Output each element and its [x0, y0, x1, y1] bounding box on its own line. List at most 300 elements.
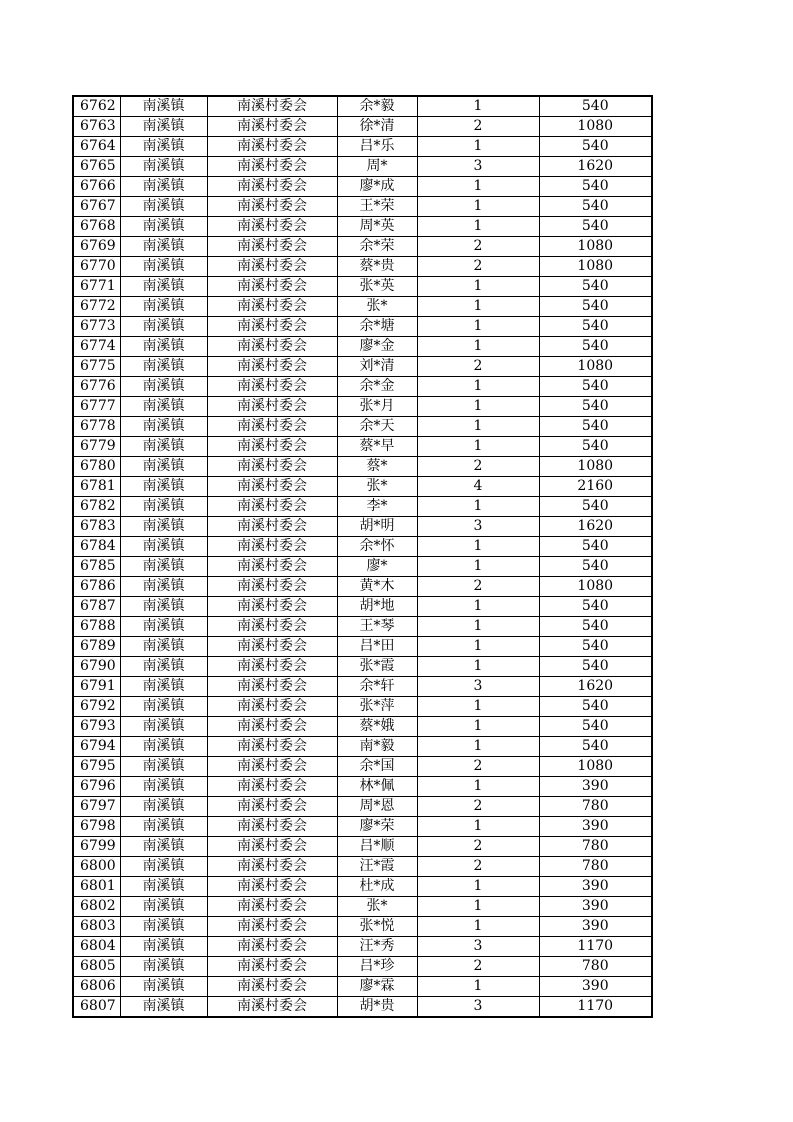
village-committee-cell: 南溪村委会 [207, 557, 337, 577]
household-count-cell: 1 [417, 217, 539, 237]
row-number-cell: 6763 [73, 117, 120, 137]
row-number-cell: 6795 [73, 757, 120, 777]
person-name-cell: 余*轩 [337, 677, 417, 697]
household-count-cell: 1 [417, 617, 539, 637]
row-number-cell: 6793 [73, 717, 120, 737]
table-row [73, 96, 652, 117]
person-name-cell: 蔡*娥 [337, 717, 417, 737]
table-row [73, 437, 652, 457]
town-name-cell: 南溪镇 [120, 117, 207, 137]
person-name-cell: 吕*顺 [337, 837, 417, 857]
village-committee-cell: 南溪村委会 [207, 657, 337, 677]
town-name-cell: 南溪镇 [120, 237, 207, 257]
row-number-cell: 6805 [73, 957, 120, 977]
amount-cell: 540 [539, 96, 652, 117]
amount-cell: 780 [539, 837, 652, 857]
household-count-cell: 2 [417, 257, 539, 277]
person-name-cell: 余*怀 [337, 537, 417, 557]
town-name-cell: 南溪镇 [120, 917, 207, 937]
town-name-cell: 南溪镇 [120, 697, 207, 717]
row-number-cell: 6807 [73, 997, 120, 1018]
village-committee-cell: 南溪村委会 [207, 377, 337, 397]
town-name-cell: 南溪镇 [120, 637, 207, 657]
table-row [73, 657, 652, 677]
person-name-cell: 余*荣 [337, 237, 417, 257]
town-name-cell: 南溪镇 [120, 217, 207, 237]
amount-cell: 390 [539, 977, 652, 997]
household-count-cell: 1 [417, 777, 539, 797]
amount-cell: 540 [539, 177, 652, 197]
household-count-cell: 1 [417, 717, 539, 737]
town-name-cell: 南溪镇 [120, 557, 207, 577]
household-count-cell: 2 [417, 457, 539, 477]
village-committee-cell: 南溪村委会 [207, 857, 337, 877]
row-number-cell: 6765 [73, 157, 120, 177]
table-row [73, 177, 652, 197]
town-name-cell: 南溪镇 [120, 417, 207, 437]
table-row [73, 317, 652, 337]
table-row [73, 337, 652, 357]
household-count-cell: 1 [417, 877, 539, 897]
household-count-cell: 2 [417, 957, 539, 977]
town-name-cell: 南溪镇 [120, 157, 207, 177]
town-name-cell: 南溪镇 [120, 797, 207, 817]
household-count-cell: 1 [417, 337, 539, 357]
village-committee-cell: 南溪村委会 [207, 837, 337, 857]
person-name-cell: 张*萍 [337, 697, 417, 717]
person-name-cell: 张*月 [337, 397, 417, 417]
row-number-cell: 6798 [73, 817, 120, 837]
table-row [73, 377, 652, 397]
village-committee-cell: 南溪村委会 [207, 117, 337, 137]
village-committee-cell: 南溪村委会 [207, 717, 337, 737]
town-name-cell: 南溪镇 [120, 677, 207, 697]
amount-cell: 780 [539, 957, 652, 977]
row-number-cell: 6786 [73, 577, 120, 597]
person-name-cell: 汪*秀 [337, 937, 417, 957]
row-number-cell: 6769 [73, 237, 120, 257]
amount-cell: 540 [539, 717, 652, 737]
household-count-cell: 1 [417, 597, 539, 617]
village-committee-cell: 南溪村委会 [207, 137, 337, 157]
row-number-cell: 6764 [73, 137, 120, 157]
village-committee-cell: 南溪村委会 [207, 477, 337, 497]
amount-cell: 540 [539, 297, 652, 317]
table-row [73, 817, 652, 837]
table-row [73, 417, 652, 437]
row-number-cell: 6774 [73, 337, 120, 357]
table-row [73, 457, 652, 477]
row-number-cell: 6777 [73, 397, 120, 417]
person-name-cell: 胡*地 [337, 597, 417, 617]
town-name-cell: 南溪镇 [120, 837, 207, 857]
village-committee-cell: 南溪村委会 [207, 797, 337, 817]
row-number-cell: 6783 [73, 517, 120, 537]
row-number-cell: 6787 [73, 597, 120, 617]
person-name-cell: 余*天 [337, 417, 417, 437]
town-name-cell: 南溪镇 [120, 137, 207, 157]
row-number-cell: 6790 [73, 657, 120, 677]
amount-cell: 1080 [539, 457, 652, 477]
town-name-cell: 南溪镇 [120, 96, 207, 117]
village-committee-cell: 南溪村委会 [207, 577, 337, 597]
household-count-cell: 3 [417, 937, 539, 957]
table-row [73, 757, 652, 777]
village-committee-cell: 南溪村委会 [207, 457, 337, 477]
row-number-cell: 6799 [73, 837, 120, 857]
row-number-cell: 6782 [73, 497, 120, 517]
amount-cell: 390 [539, 777, 652, 797]
household-count-cell: 1 [417, 537, 539, 557]
village-committee-cell: 南溪村委会 [207, 637, 337, 657]
row-number-cell: 6762 [73, 96, 120, 117]
row-number-cell: 6792 [73, 697, 120, 717]
household-count-cell: 1 [417, 277, 539, 297]
table-row [73, 137, 652, 157]
amount-cell: 540 [539, 557, 652, 577]
household-count-cell: 2 [417, 357, 539, 377]
village-committee-cell: 南溪村委会 [207, 937, 337, 957]
table-row [73, 277, 652, 297]
household-count-cell: 1 [417, 197, 539, 217]
household-count-cell: 2 [417, 757, 539, 777]
person-name-cell: 余*国 [337, 757, 417, 777]
row-number-cell: 6796 [73, 777, 120, 797]
town-name-cell: 南溪镇 [120, 537, 207, 557]
table-row [73, 237, 652, 257]
table-row [73, 217, 652, 237]
household-count-cell: 1 [417, 637, 539, 657]
row-number-cell: 6802 [73, 897, 120, 917]
town-name-cell: 南溪镇 [120, 377, 207, 397]
person-name-cell: 张* [337, 477, 417, 497]
row-number-cell: 6780 [73, 457, 120, 477]
table-row [73, 677, 652, 697]
village-committee-cell: 南溪村委会 [207, 897, 337, 917]
row-number-cell: 6806 [73, 977, 120, 997]
town-name-cell: 南溪镇 [120, 597, 207, 617]
town-name-cell: 南溪镇 [120, 437, 207, 457]
table-row [73, 117, 652, 137]
household-count-cell: 1 [417, 377, 539, 397]
amount-cell: 540 [539, 437, 652, 457]
village-committee-cell: 南溪村委会 [207, 737, 337, 757]
row-number-cell: 6789 [73, 637, 120, 657]
amount-cell: 540 [539, 137, 652, 157]
row-number-cell: 6804 [73, 937, 120, 957]
household-count-cell: 1 [417, 397, 539, 417]
household-count-cell: 1 [417, 917, 539, 937]
person-name-cell: 林*佩 [337, 777, 417, 797]
village-committee-cell: 南溪村委会 [207, 997, 337, 1018]
household-count-cell: 2 [417, 837, 539, 857]
table-row [73, 257, 652, 277]
household-count-cell: 2 [417, 577, 539, 597]
row-number-cell: 6767 [73, 197, 120, 217]
row-number-cell: 6788 [73, 617, 120, 637]
person-name-cell: 张* [337, 897, 417, 917]
town-name-cell: 南溪镇 [120, 817, 207, 837]
village-committee-cell: 南溪村委会 [207, 337, 337, 357]
person-name-cell: 张*悦 [337, 917, 417, 937]
person-name-cell: 吕*乐 [337, 137, 417, 157]
person-name-cell: 蔡*早 [337, 437, 417, 457]
household-count-cell: 1 [417, 297, 539, 317]
table-row [73, 617, 652, 637]
amount-cell: 540 [539, 217, 652, 237]
row-number-cell: 6785 [73, 557, 120, 577]
amount-cell: 540 [539, 617, 652, 637]
table-row [73, 357, 652, 377]
row-number-cell: 6794 [73, 737, 120, 757]
household-count-cell: 1 [417, 177, 539, 197]
town-name-cell: 南溪镇 [120, 337, 207, 357]
amount-cell: 780 [539, 857, 652, 877]
town-name-cell: 南溪镇 [120, 317, 207, 337]
village-committee-cell: 南溪村委会 [207, 677, 337, 697]
town-name-cell: 南溪镇 [120, 937, 207, 957]
row-number-cell: 6779 [73, 437, 120, 457]
town-name-cell: 南溪镇 [120, 277, 207, 297]
town-name-cell: 南溪镇 [120, 617, 207, 637]
amount-cell: 1620 [539, 677, 652, 697]
town-name-cell: 南溪镇 [120, 997, 207, 1018]
village-committee-cell: 南溪村委会 [207, 197, 337, 217]
row-number-cell: 6800 [73, 857, 120, 877]
row-number-cell: 6775 [73, 357, 120, 377]
village-committee-cell: 南溪村委会 [207, 757, 337, 777]
row-number-cell: 6772 [73, 297, 120, 317]
table-row [73, 577, 652, 597]
household-count-cell: 2 [417, 237, 539, 257]
town-name-cell: 南溪镇 [120, 757, 207, 777]
household-count-cell: 1 [417, 657, 539, 677]
person-name-cell: 吕*田 [337, 637, 417, 657]
person-name-cell: 蔡*贵 [337, 257, 417, 277]
person-name-cell: 周* [337, 157, 417, 177]
village-committee-cell: 南溪村委会 [207, 517, 337, 537]
household-count-cell: 1 [417, 817, 539, 837]
amount-cell: 390 [539, 817, 652, 837]
row-number-cell: 6776 [73, 377, 120, 397]
person-name-cell: 周*英 [337, 217, 417, 237]
table-row [73, 537, 652, 557]
household-count-cell: 1 [417, 96, 539, 117]
person-name-cell: 周*恩 [337, 797, 417, 817]
person-name-cell: 吕*珍 [337, 957, 417, 977]
table-row [73, 877, 652, 897]
amount-cell: 1170 [539, 997, 652, 1018]
person-name-cell: 黄*木 [337, 577, 417, 597]
household-count-cell: 1 [417, 977, 539, 997]
village-committee-cell: 南溪村委会 [207, 777, 337, 797]
village-committee-cell: 南溪村委会 [207, 297, 337, 317]
town-name-cell: 南溪镇 [120, 877, 207, 897]
amount-cell: 390 [539, 897, 652, 917]
village-committee-cell: 南溪村委会 [207, 177, 337, 197]
row-number-cell: 6771 [73, 277, 120, 297]
table-row [73, 937, 652, 957]
table-row [73, 837, 652, 857]
town-name-cell: 南溪镇 [120, 897, 207, 917]
row-number-cell: 6778 [73, 417, 120, 437]
town-name-cell: 南溪镇 [120, 177, 207, 197]
person-name-cell: 南*毅 [337, 737, 417, 757]
table-row [73, 517, 652, 537]
household-count-cell: 2 [417, 797, 539, 817]
amount-cell: 540 [539, 337, 652, 357]
person-name-cell: 徐*清 [337, 117, 417, 137]
household-count-cell: 3 [417, 677, 539, 697]
row-number-cell: 6803 [73, 917, 120, 937]
town-name-cell: 南溪镇 [120, 717, 207, 737]
town-name-cell: 南溪镇 [120, 297, 207, 317]
row-number-cell: 6784 [73, 537, 120, 557]
amount-cell: 780 [539, 797, 652, 817]
amount-cell: 540 [539, 737, 652, 757]
town-name-cell: 南溪镇 [120, 497, 207, 517]
village-committee-cell: 南溪村委会 [207, 417, 337, 437]
amount-cell: 1080 [539, 577, 652, 597]
village-committee-cell: 南溪村委会 [207, 257, 337, 277]
village-committee-cell: 南溪村委会 [207, 697, 337, 717]
town-name-cell: 南溪镇 [120, 977, 207, 997]
amount-cell: 540 [539, 397, 652, 417]
table-row [73, 957, 652, 977]
table-row [73, 157, 652, 177]
village-committee-cell: 南溪村委会 [207, 497, 337, 517]
village-committee-cell: 南溪村委会 [207, 96, 337, 117]
roster-table [72, 95, 653, 1018]
table-row [73, 397, 652, 417]
household-count-cell: 2 [417, 117, 539, 137]
village-committee-cell: 南溪村委会 [207, 877, 337, 897]
table-row [73, 297, 652, 317]
amount-cell: 1080 [539, 257, 652, 277]
person-name-cell: 廖*金 [337, 337, 417, 357]
town-name-cell: 南溪镇 [120, 737, 207, 757]
household-count-cell: 1 [417, 497, 539, 517]
table-row [73, 197, 652, 217]
amount-cell: 1080 [539, 757, 652, 777]
row-number-cell: 6773 [73, 317, 120, 337]
town-name-cell: 南溪镇 [120, 857, 207, 877]
table-row [73, 777, 652, 797]
household-count-cell: 1 [417, 557, 539, 577]
amount-cell: 1080 [539, 237, 652, 257]
town-name-cell: 南溪镇 [120, 657, 207, 677]
person-name-cell: 张*英 [337, 277, 417, 297]
amount-cell: 540 [539, 697, 652, 717]
amount-cell: 540 [539, 537, 652, 557]
amount-cell: 540 [539, 597, 652, 617]
person-name-cell: 蔡* [337, 457, 417, 477]
person-name-cell: 廖*荣 [337, 817, 417, 837]
village-committee-cell: 南溪村委会 [207, 237, 337, 257]
amount-cell: 390 [539, 917, 652, 937]
town-name-cell: 南溪镇 [120, 957, 207, 977]
household-count-cell: 1 [417, 317, 539, 337]
amount-cell: 1080 [539, 357, 652, 377]
amount-cell: 540 [539, 417, 652, 437]
amount-cell: 540 [539, 377, 652, 397]
household-count-cell: 3 [417, 517, 539, 537]
table-row [73, 737, 652, 757]
amount-cell: 2160 [539, 477, 652, 497]
village-committee-cell: 南溪村委会 [207, 617, 337, 637]
town-name-cell: 南溪镇 [120, 357, 207, 377]
village-committee-cell: 南溪村委会 [207, 957, 337, 977]
village-committee-cell: 南溪村委会 [207, 277, 337, 297]
amount-cell: 540 [539, 317, 652, 337]
amount-cell: 540 [539, 277, 652, 297]
village-committee-cell: 南溪村委会 [207, 317, 337, 337]
amount-cell: 1620 [539, 157, 652, 177]
table-row [73, 797, 652, 817]
village-committee-cell: 南溪村委会 [207, 817, 337, 837]
amount-cell: 1170 [539, 937, 652, 957]
table-row [73, 857, 652, 877]
village-committee-cell: 南溪村委会 [207, 397, 337, 417]
person-name-cell: 汪*霞 [337, 857, 417, 877]
village-committee-cell: 南溪村委会 [207, 357, 337, 377]
row-number-cell: 6768 [73, 217, 120, 237]
amount-cell: 540 [539, 657, 652, 677]
table-row [73, 497, 652, 517]
amount-cell: 540 [539, 197, 652, 217]
village-committee-cell: 南溪村委会 [207, 537, 337, 557]
row-number-cell: 6797 [73, 797, 120, 817]
village-committee-cell: 南溪村委会 [207, 977, 337, 997]
row-number-cell: 6801 [73, 877, 120, 897]
person-name-cell: 刘*清 [337, 357, 417, 377]
row-number-cell: 6770 [73, 257, 120, 277]
row-number-cell: 6766 [73, 177, 120, 197]
person-name-cell: 余*毅 [337, 96, 417, 117]
household-count-cell: 4 [417, 477, 539, 497]
town-name-cell: 南溪镇 [120, 257, 207, 277]
table-row [73, 477, 652, 497]
person-name-cell: 胡*贵 [337, 997, 417, 1018]
table-row [73, 897, 652, 917]
amount-cell: 540 [539, 637, 652, 657]
person-name-cell: 廖*霖 [337, 977, 417, 997]
person-name-cell: 王*荣 [337, 197, 417, 217]
town-name-cell: 南溪镇 [120, 197, 207, 217]
amount-cell: 540 [539, 497, 652, 517]
table-row [73, 637, 652, 657]
roster-body [73, 96, 652, 1017]
village-committee-cell: 南溪村委会 [207, 597, 337, 617]
household-count-cell: 3 [417, 157, 539, 177]
person-name-cell: 张*霞 [337, 657, 417, 677]
row-number-cell: 6791 [73, 677, 120, 697]
village-committee-cell: 南溪村委会 [207, 917, 337, 937]
table-row [73, 597, 652, 617]
person-name-cell: 李* [337, 497, 417, 517]
amount-cell: 1620 [539, 517, 652, 537]
table-row [73, 557, 652, 577]
amount-cell: 390 [539, 877, 652, 897]
person-name-cell: 余*塘 [337, 317, 417, 337]
town-name-cell: 南溪镇 [120, 517, 207, 537]
person-name-cell: 余*金 [337, 377, 417, 397]
household-count-cell: 1 [417, 437, 539, 457]
household-count-cell: 1 [417, 137, 539, 157]
person-name-cell: 王*琴 [337, 617, 417, 637]
person-name-cell: 张* [337, 297, 417, 317]
household-count-cell: 1 [417, 897, 539, 917]
